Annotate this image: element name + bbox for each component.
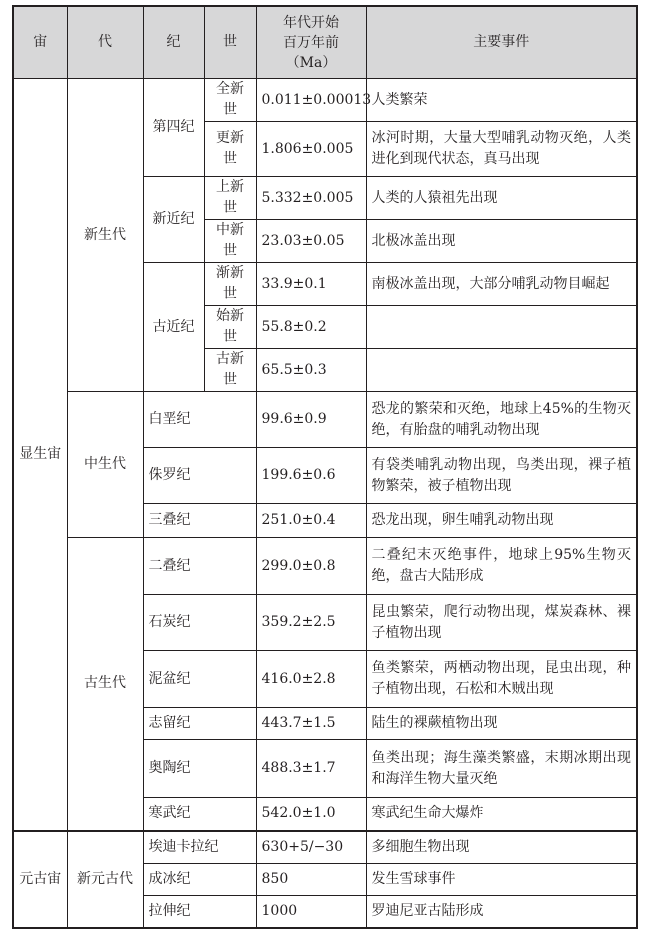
era-cell: 中生代 [67, 392, 143, 538]
event-cell: 鱼类出现；海生藻类繁盛，末期冰期出现和海洋生物大量灭绝 [366, 740, 637, 798]
event-cell: 恐龙的繁荣和灭绝，地球上45%的生物灭绝，有胎盘的哺乳动物出现 [366, 392, 637, 448]
period-cell: 泥盆纪 [143, 651, 256, 708]
table-row [13, 79, 637, 122]
period-cell: 成冰纪 [143, 864, 256, 896]
epoch-cell: 上新世 [204, 177, 256, 220]
age-cell: 0.011±0.00013 [256, 79, 366, 122]
age-cell: 55.8±0.2 [256, 306, 366, 349]
eon-cell: 元古宙 [13, 831, 67, 928]
period-cell: 石炭纪 [143, 595, 256, 651]
table-row [13, 538, 637, 595]
event-cell: 寒武纪生命大爆炸 [366, 798, 637, 831]
header-era: 代 [67, 6, 143, 79]
age-cell: 1.806±0.005 [256, 122, 366, 177]
event-cell: 罗迪尼亚古陆形成 [366, 896, 637, 928]
eon-cell: 显生宙 [13, 79, 67, 831]
table-row [13, 831, 637, 864]
age-cell: 251.0±0.4 [256, 504, 366, 538]
header-eon: 宙 [13, 6, 67, 79]
period-cell: 埃迪卡拉纪 [143, 831, 256, 864]
age-cell: 488.3±1.7 [256, 740, 366, 798]
period-cell: 拉伸纪 [143, 896, 256, 928]
age-cell: 542.0±1.0 [256, 798, 366, 831]
period-cell: 寒武纪 [143, 798, 256, 831]
period-cell: 古近纪 [143, 263, 204, 392]
age-cell: 33.9±0.1 [256, 263, 366, 306]
header-epoch: 世 [204, 6, 256, 79]
period-cell: 白垩纪 [143, 392, 256, 448]
event-cell: 人类繁荣 [366, 79, 637, 122]
epoch-cell: 中新世 [204, 220, 256, 263]
event-cell [366, 306, 637, 349]
age-cell: 199.6±0.6 [256, 448, 366, 504]
event-cell: 多细胞生物出现 [366, 831, 637, 864]
age-cell: 416.0±2.8 [256, 651, 366, 708]
header-age [256, 6, 366, 79]
age-cell: 850 [256, 864, 366, 896]
event-cell: 陆生的裸蕨植物出现 [366, 708, 637, 740]
age-cell: 1000 [256, 896, 366, 928]
age-cell: 65.5±0.3 [256, 349, 366, 392]
era-cell: 新元古代 [67, 831, 143, 928]
event-cell: 冰河时期，大量大型哺乳动物灭绝，人类进化到现代状态，真马出现 [366, 122, 637, 177]
header-age-line1: 年代开始 [283, 14, 339, 31]
period-cell: 新近纪 [143, 177, 204, 263]
header-age-line3: （Ma） [285, 54, 337, 71]
event-cell: 二叠纪末灭绝事件，地球上95%生物灭绝，盘古大陆形成 [366, 538, 637, 595]
header-period: 纪 [143, 6, 204, 79]
period-cell: 二叠纪 [143, 538, 256, 595]
period-cell: 志留纪 [143, 708, 256, 740]
event-cell: 发生雪球事件 [366, 864, 637, 896]
age-cell: 630+5/−30 [256, 831, 366, 864]
age-cell: 359.2±2.5 [256, 595, 366, 651]
geologic-time-table [12, 5, 638, 929]
period-cell: 三叠纪 [143, 504, 256, 538]
era-cell: 古生代 [67, 538, 143, 831]
event-cell: 北极冰盖出现 [366, 220, 637, 263]
header-age-line2: 百万年前 [283, 34, 339, 51]
event-cell: 南极冰盖出现，大部分哺乳动物目崛起 [366, 263, 637, 306]
epoch-cell: 始新世 [204, 306, 256, 349]
epoch-cell: 渐新世 [204, 263, 256, 306]
age-cell: 5.332±0.005 [256, 177, 366, 220]
period-cell: 第四纪 [143, 79, 204, 177]
table-row [13, 392, 637, 448]
event-cell [366, 349, 637, 392]
event-cell: 恐龙出现，卵生哺乳动物出现 [366, 504, 637, 538]
period-cell: 奥陶纪 [143, 740, 256, 798]
period-cell: 侏罗纪 [143, 448, 256, 504]
event-cell: 人类的人猿祖先出现 [366, 177, 637, 220]
event-cell: 有袋类哺乳动物出现，鸟类出现，裸子植物繁荣，被子植物出现 [366, 448, 637, 504]
age-cell: 23.03±0.05 [256, 220, 366, 263]
age-cell: 99.6±0.9 [256, 392, 366, 448]
epoch-cell: 全新世 [204, 79, 256, 122]
age-cell: 443.7±1.5 [256, 708, 366, 740]
header-events: 主要事件 [366, 6, 637, 79]
age-cell: 299.0±0.8 [256, 538, 366, 595]
event-cell: 鱼类繁荣，两栖动物出现，昆虫出现，种子植物出现，石松和木贼出现 [366, 651, 637, 708]
event-cell: 昆虫繁荣，爬行动物出现，煤炭森林、裸子植物出现 [366, 595, 637, 651]
header-row [13, 6, 637, 79]
epoch-cell: 古新世 [204, 349, 256, 392]
epoch-cell: 更新世 [204, 122, 256, 177]
era-cell: 新生代 [67, 79, 143, 392]
